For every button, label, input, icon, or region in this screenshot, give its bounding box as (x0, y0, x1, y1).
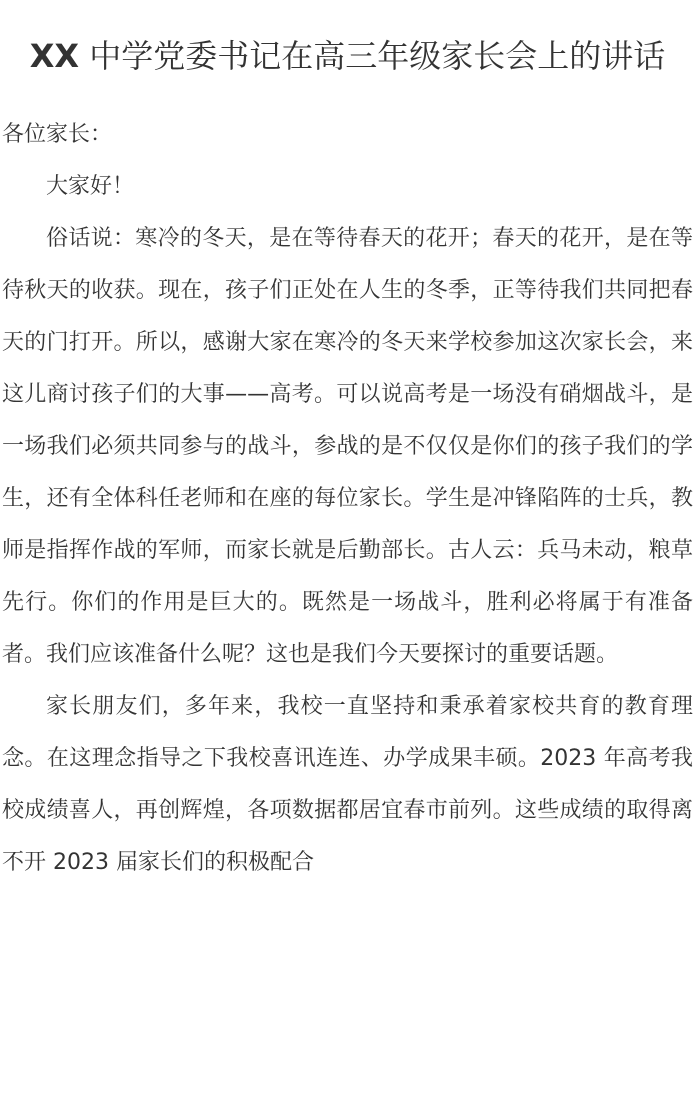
title-prefix: XX (29, 37, 80, 75)
title-main: 中学党委书记在高三年级家长会上的讲话 (79, 37, 666, 75)
paragraph-achievements: 家长朋友们，多年来，我校一直坚持和秉承着家校共育的教育理念。在这理念指导之下我校喜讯连连、办学成果丰硕。2023 年高考我校成绩喜人，再创辉煌，各项数据都居宜春市前列。这些成绩的取得离不开 2023 届家长们的积极配合 (2, 694, 693, 875)
paragraph-proverb: 俗话说：寒冷的冬天，是在等待春天的花开；春天的花开，是在等待秋天的收获。现在，孩子们正处在人生的冬季，正等待我们共同把春天的门打开。所以，感谢大家在寒冷的冬天来学校参加这次家长会，来这儿商讨孩子们的大事——高考。可以说高考是一场没有硝烟战斗，是一场我们必须共同参与的战斗，参战的是不仅仅是你们的孩子我们的学生，还有全体科任老师和在座的每位家长。学生是冲锋陷阵的士兵，教师是指挥作战的军师，而家长就是后勤部长。古人云：兵马未动，粮草先行。你们的作用是巨大的。既然是一场战斗，胜利必将属于有准备者。我们应该准备什么呢？这也是我们今天要探讨的重要话题。 (2, 226, 693, 667)
salutation: 各位家长： (2, 122, 113, 147)
document-body (2, 109, 693, 889)
document-title (2, 0, 693, 82)
paragraph-greeting: 大家好！ (46, 174, 135, 199)
